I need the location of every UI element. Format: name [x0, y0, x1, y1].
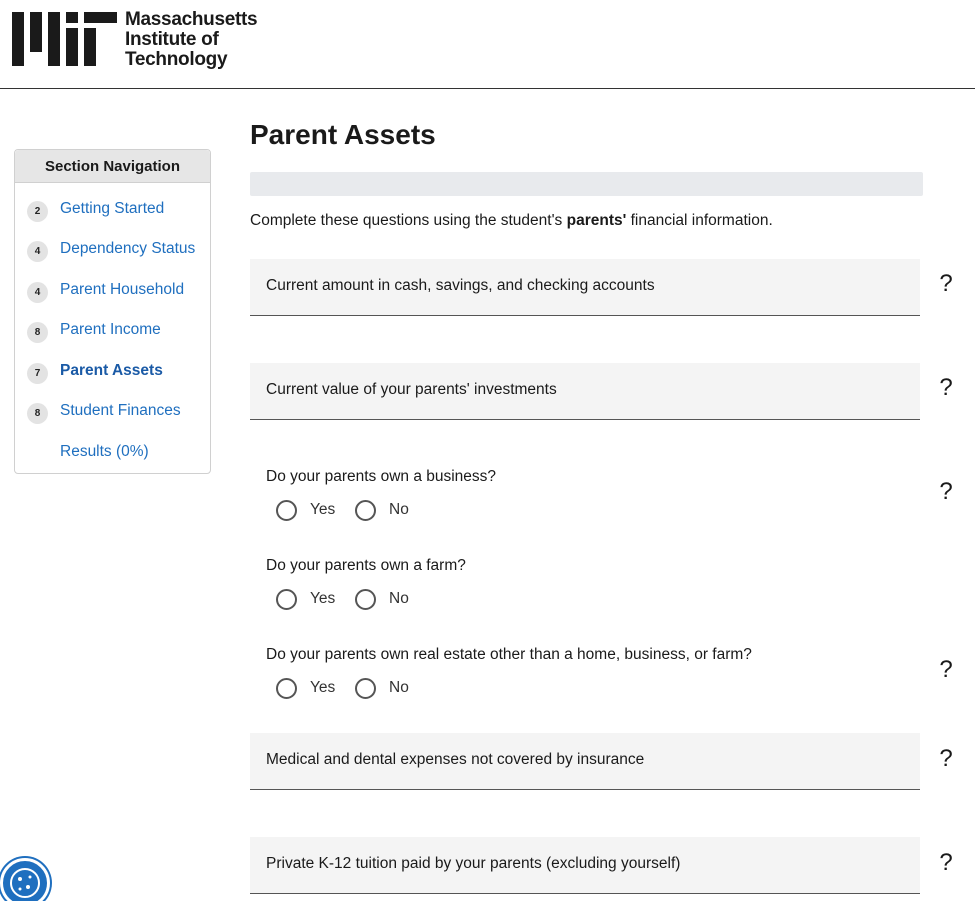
radio-no-label[interactable]: No	[389, 679, 409, 696]
sidebar-item-getting-started[interactable]	[15, 198, 210, 224]
cash-savings-checking-field[interactable]	[250, 259, 920, 316]
question-own-real-estate: Do your parents own real estate other than a home, business, or farm?	[266, 646, 752, 663]
sidebar-item-label-active[interactable]: Parent Assets	[60, 362, 163, 379]
question-own-farm: Do your parents own a farm?	[266, 557, 466, 574]
logo-line-2: Institute of	[125, 29, 219, 50]
help-question-icon[interactable]: ?	[939, 270, 953, 297]
sidebar-item-label[interactable]: Results (0%)	[60, 443, 149, 460]
sidebar-item-parent-income[interactable]	[15, 319, 210, 345]
radio-yes-label[interactable]: Yes	[310, 679, 336, 696]
progress-bar	[250, 172, 923, 196]
cookie-settings-icon	[3, 861, 47, 901]
section-navigation	[14, 149, 211, 474]
sidebar-item-student-finances[interactable]	[15, 400, 210, 426]
radio-no[interactable]	[355, 678, 376, 699]
sidebar-item-parent-assets[interactable]	[15, 360, 210, 386]
logo-line-3: Technology	[125, 49, 228, 70]
section-navigation-title: Section Navigation	[15, 150, 210, 183]
radio-yes-label[interactable]: Yes	[310, 501, 336, 518]
field-label: Medical and dental expenses not covered by insurance	[266, 751, 645, 768]
field-label: Current value of your parents' investments	[266, 381, 557, 398]
site-header	[0, 0, 975, 89]
nav-badge: 8	[27, 322, 48, 343]
field-label: Current amount in cash, savings, and checking accounts	[266, 277, 655, 294]
help-question-icon[interactable]: ?	[939, 478, 953, 505]
parent-investments-field[interactable]	[250, 363, 920, 420]
sidebar-item-label[interactable]: Dependency Status	[60, 240, 196, 257]
medical-dental-expenses-field[interactable]	[250, 733, 920, 790]
sidebar-item-label[interactable]: Getting Started	[60, 200, 165, 217]
page-title: Parent Assets	[250, 119, 436, 150]
mit-logo-mark	[12, 10, 117, 66]
radio-no-label[interactable]: No	[389, 590, 409, 607]
intro-text-before: Complete these questions using the student's	[250, 212, 567, 229]
sidebar-item-label[interactable]: Parent Income	[60, 321, 161, 338]
private-tuition-field[interactable]	[250, 837, 920, 894]
radio-yes[interactable]	[276, 589, 297, 610]
radio-yes[interactable]	[276, 500, 297, 521]
field-label: Private K-12 tuition paid by your parents (excluding yourself)	[266, 855, 681, 872]
radio-yes-label[interactable]: Yes	[310, 590, 336, 607]
help-question-icon[interactable]: ?	[939, 849, 953, 876]
mit-logo-text	[125, 10, 257, 70]
help-question-icon[interactable]: ?	[939, 656, 953, 683]
radio-no-label[interactable]: No	[389, 501, 409, 518]
nav-badge: 8	[27, 403, 48, 424]
sidebar-item-parent-household[interactable]	[15, 279, 210, 305]
intro-text-bold: parents'	[566, 212, 627, 229]
radio-group-own-real-estate	[276, 678, 476, 700]
help-question-icon[interactable]: ?	[939, 374, 953, 401]
radio-no[interactable]	[355, 500, 376, 521]
mit-logo[interactable]	[12, 10, 272, 70]
radio-group-own-business	[276, 500, 476, 522]
help-question-icon[interactable]: ?	[939, 745, 953, 772]
radio-yes[interactable]	[276, 678, 297, 699]
cookie-settings-button[interactable]	[0, 858, 50, 901]
sidebar-item-results[interactable]	[15, 441, 210, 467]
logo-line-1: Massachusetts	[125, 9, 258, 30]
question-own-business: Do your parents own a business?	[266, 468, 497, 485]
nav-badge: 2	[27, 201, 48, 222]
sidebar-item-label[interactable]: Student Finances	[60, 402, 181, 419]
radio-group-own-farm	[276, 589, 476, 611]
nav-badge: 7	[27, 363, 48, 384]
intro-text	[250, 212, 773, 230]
intro-text-after: financial information.	[626, 212, 773, 229]
nav-badge: 4	[27, 282, 48, 303]
nav-badge: 4	[27, 241, 48, 262]
radio-no[interactable]	[355, 589, 376, 610]
sidebar-item-label[interactable]: Parent Household	[60, 281, 185, 298]
sidebar-item-dependency-status[interactable]	[15, 238, 210, 264]
